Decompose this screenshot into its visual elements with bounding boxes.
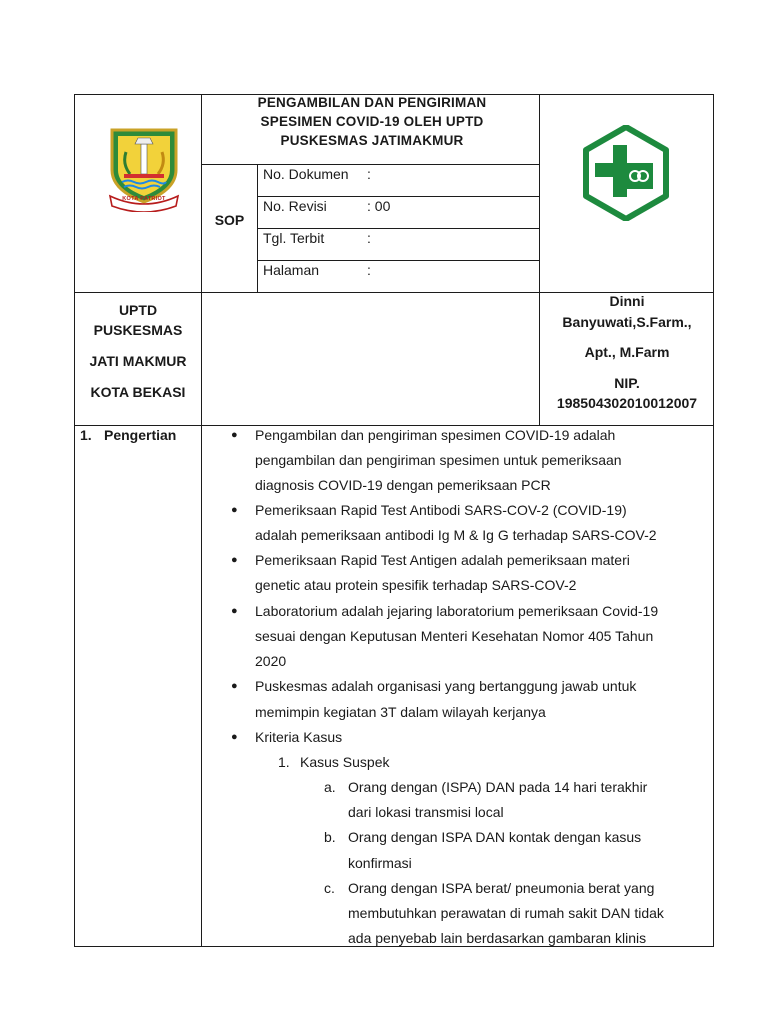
crest-motto: KOTA PATRIOT [122,196,166,202]
bullet-text-line: Kriteria Kasus [255,729,343,745]
bullet-icon: ● [231,554,238,566]
bullet-text-line: Pemeriksaan Rapid Test Antigen adalah pemeriksaan materi [255,552,630,568]
institution-line: JATI MAKMUR [89,353,187,369]
bullet-icon: ● [231,429,238,441]
bullet-text-line: Pemeriksaan Rapid Test Antibodi SARS-COV-2 (COVID-19) [255,502,627,518]
bullet-text-line: 2020 [255,653,287,669]
bullet-text-line: adalah pemeriksaan antibodi Ig M & Ig G terhadap SARS-COV-2 [255,527,657,543]
field-label-halaman: Halaman [263,262,320,278]
signatory-name: Banyuwati,S.Farm., [562,314,692,330]
table-border-right [713,94,714,947]
bullet-icon: ● [231,504,238,516]
field-value-halaman: : [367,262,371,278]
signatory-name: Dinni [609,293,645,309]
signatory-nip-label: NIP. [614,375,640,391]
sub-title: Kasus Suspek [300,754,390,770]
item-text-line: Orang dengan (ISPA) DAN pada 14 hari terakhir [348,779,648,795]
item-text-line: dari lokasi transmisi local [348,804,504,820]
field-divider [257,260,540,261]
field-label-no-dokumen: No. Dokumen [263,166,349,182]
item-text-line: konfirmasi [348,855,412,871]
field-value-no-revisi: : 00 [367,198,391,214]
bullet-text-line: Puskesmas adalah organisasi yang bertanggung jawab untuk [255,678,637,694]
sub-number: 1. [278,754,290,770]
document-title-line: SPESIMEN COVID-19 OLEH UPTD [260,114,484,129]
document-title-line: PENGAMBILAN DAN PENGIRIMAN [257,95,487,110]
field-label-tgl-terbit: Tgl. Terbit [263,230,325,246]
item-text-line: Orang dengan ISPA berat/ pneumonia berat yang [348,880,655,896]
item-letter: c. [324,880,335,896]
table-border-bottom [74,946,714,947]
signatory-title: Apt., M.Farm [584,344,670,360]
table-border-left [74,94,75,947]
field-divider [257,196,540,197]
bullet-text-line: sesuai dengan Keputusan Menteri Kesehatan Nomor 405 Tahun [255,628,654,644]
document-title-line: PUSKESMAS JATIMAKMUR [280,133,464,148]
item-text-line: ada penyebab lain berdasarkan gambaran klinis [348,930,647,946]
bullet-text-line: memimpin kegiatan 3T dalam wilayah kerjanya [255,704,546,720]
bullet-text-line: diagnosis COVID-19 dengan pemeriksaan PCR [255,477,551,493]
bullet-text-line: genetic atau protein spesifik terhadap SARS-COV-2 [255,577,577,593]
puskesmas-logo-icon [583,125,669,221]
institution-bottom-border [74,425,714,426]
signatory-nip: 198504302010012007 [556,395,698,411]
field-label-divider [257,164,258,292]
kota-bekasi-crest-icon [104,126,184,212]
bullet-icon: ● [231,731,238,743]
bullet-text-line: pengambilan dan pengiriman spesimen untuk pemeriksaan [255,452,622,468]
section-number: 1. [80,427,92,443]
institution-line: KOTA BEKASI [90,384,186,400]
field-value-no-dokumen: : [367,166,371,182]
institution-line: PUSKESMAS [93,322,183,338]
sop-label: SOP [214,212,245,228]
section-title: Pengertian [104,427,177,443]
field-divider [257,228,540,229]
bullet-icon: ● [231,605,238,617]
field-label-no-revisi: No. Revisi [263,198,327,214]
item-text-line: membutuhkan perawatan di rumah sakit DAN tidak [348,905,664,921]
institution-line: UPTD [118,302,158,318]
bullet-text-line: Laboratorium adalah jejaring laboratorium pemeriksaan Covid-19 [255,603,659,619]
bullet-text-line: Pengambilan dan pengiriman spesimen COVID-19 adalah [255,427,616,443]
item-letter: b. [324,829,336,845]
item-text-line: Orang dengan ISPA DAN kontak dengan kasus [348,829,642,845]
field-value-tgl-terbit: : [367,230,371,246]
item-letter: a. [324,779,336,795]
bullet-icon: ● [231,680,238,692]
header-title-divider [202,164,540,165]
